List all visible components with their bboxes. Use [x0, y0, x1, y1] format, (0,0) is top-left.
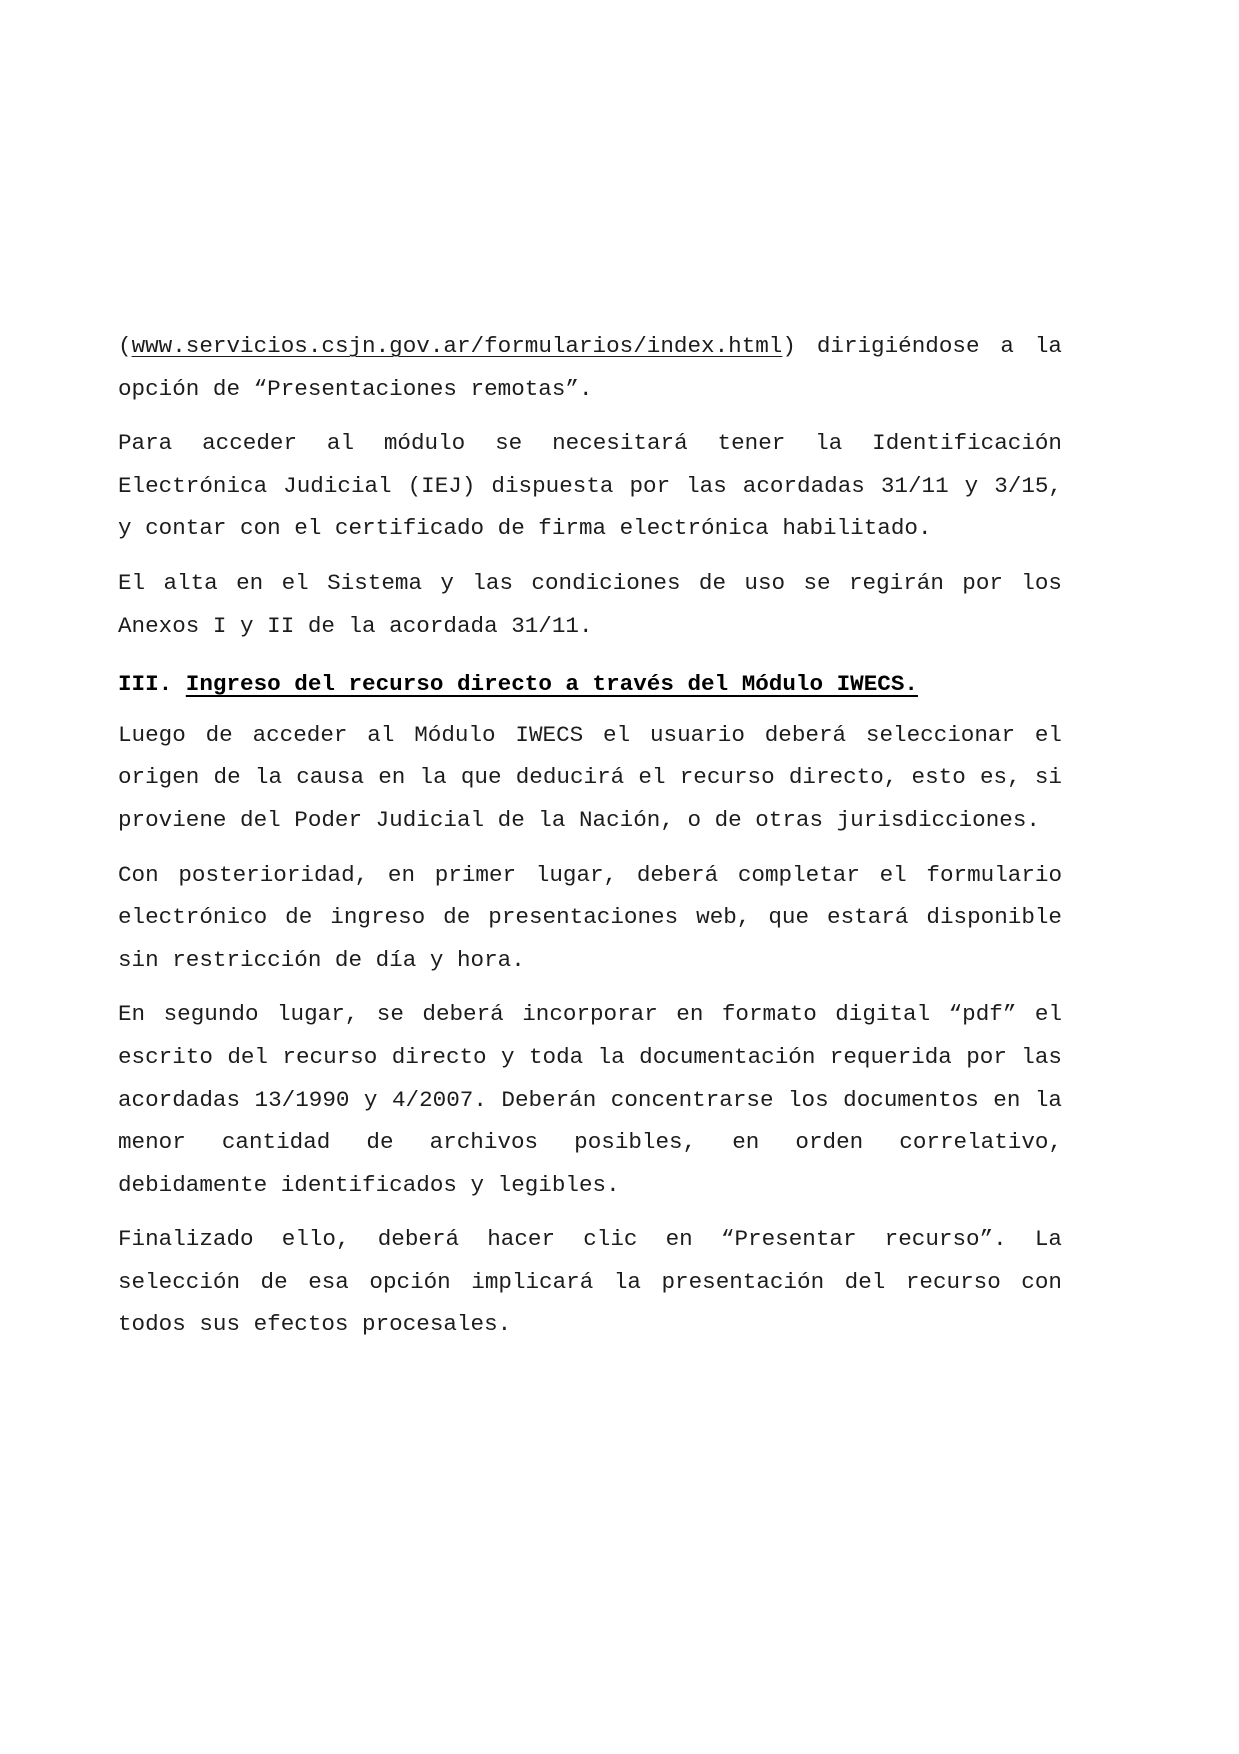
url-suffix: ) dirigiéndose a la opción de “Presentaciones remotas”. — [118, 333, 1062, 402]
section-heading — [118, 663, 1062, 706]
paragraph-url — [118, 325, 1062, 410]
section-title: Ingreso del recurso directo a través del Módulo IWECS. — [185, 671, 918, 698]
url-prefix: ( — [118, 333, 132, 359]
paragraph-form-completion: Con posterioridad, en primer lugar, deberá completar el formulario electrónico de ingreso de presentaciones web, que estará disponible sin restricción de día y hora. — [118, 861, 1062, 973]
paragraph-registration: El alta en el Sistema y las condiciones de uso se regirán por los Anexos I y II de la acordada 31/11. — [118, 569, 1062, 639]
document-page — [118, 325, 1062, 1358]
paragraph-origin-selection: Luego de acceder al Módulo IWECS el usuario deberá seleccionar el origen de la causa en la que deducirá el recurso directo, esto es, si proviene del Poder Judicial de la Nación, o de otras jurisdicciones. — [118, 721, 1062, 833]
formularios-link[interactable]: www.servicios.csjn.gov.ar/formularios/index.html — [131, 333, 783, 359]
section-number: III. — [118, 671, 173, 698]
paragraph-submit: Finalizado ello, deberá hacer clic en “Presentar recurso”. La selección de esa opción implicará la presentación del recurso con todos sus efectos procesales. — [118, 1226, 1062, 1338]
paragraph-access-requirements: Para acceder al módulo se necesitará tener la Identificación Electrónica Judicial (IEJ) dispuesta por las acordadas 31/11 y 3/15, y contar con el certificado de firma electrónica habilitado. — [118, 430, 1062, 542]
paragraph-document-upload: En segundo lugar, se deberá incorporar en formato digital “pdf” el escrito del recurso directo y toda la documentación requerida por las acordadas 13/1990 y 4/2007. Deberán concentrarse los documentos en la menor cantidad de archivos posibles, en orden correlativo, debidamente identificados y legibles. — [118, 1001, 1062, 1198]
